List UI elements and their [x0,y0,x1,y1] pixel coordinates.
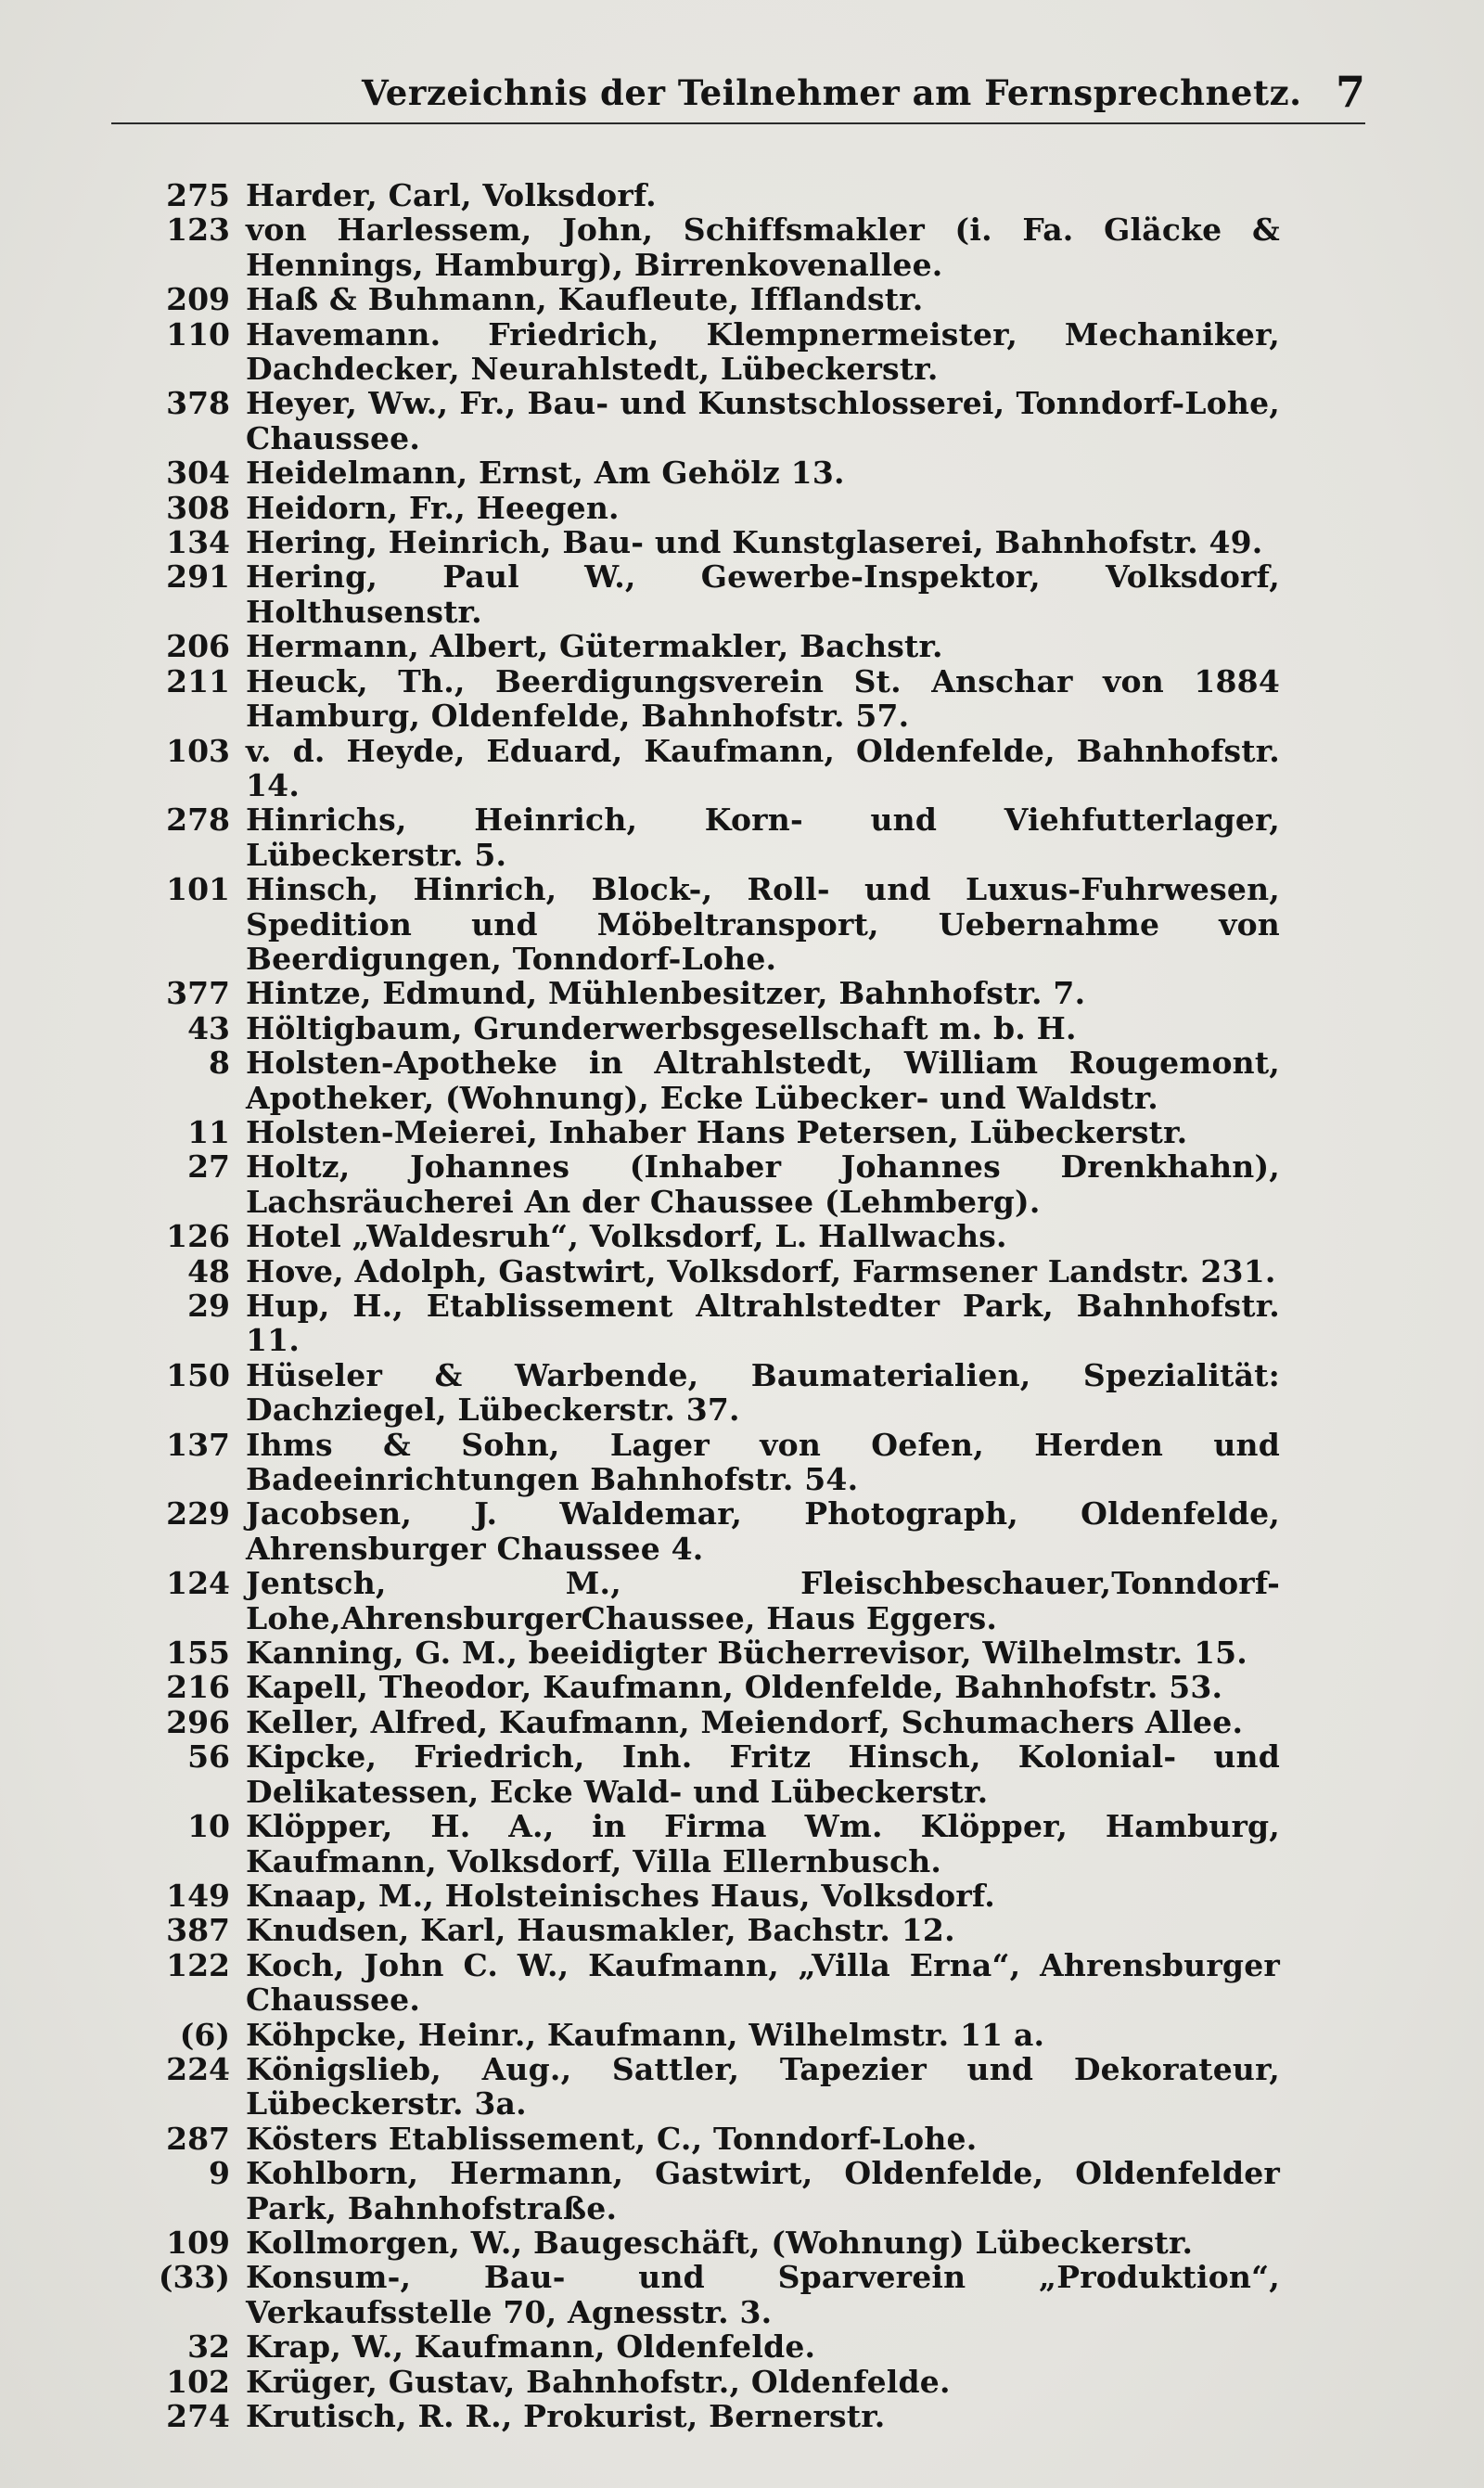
list-item [139,2225,1280,2260]
subscriber-entry-text: Knudsen, Karl, Hausmakler, Bachstr. 12. [246,1912,955,1949]
list-item [139,1566,1280,1635]
subscriber-entry-text: Kösters Etablissement, C., Tonndorf-Lohe. [246,2120,978,2157]
subscriber-entry-text: Holsten-Meierei, Inhaber Hans Petersen, Lübeckerstr. [246,1113,1188,1150]
subscriber-number: 124 [166,1565,230,1602]
subscriber-number: 32 [187,2328,230,2366]
subscriber-number: 101 [166,871,230,908]
subscriber-entry-text: Königslieb, Aug., Sattler, Tapezier und Dekorateur, Lübeckerstr. 3a. [246,2050,1280,2122]
subscriber-number: 206 [166,628,230,665]
subscriber-number: 10 [187,1808,230,1845]
subscriber-entry-text: Hotel „Waldesruh“, Volksdorf, L. Hallwachs. [246,1218,1007,1255]
list-item [139,282,1280,316]
subscriber-entry-text: Kipcke, Friedrich, Inh. Fritz Hinsch, Kolonial- und Delikatessen, Ecke Wald- und Lübeckerstr. [246,1738,1280,1810]
list-item [139,455,1280,490]
subscriber-entry-text: Holsten-Apotheke in Altrahlstedt, William Rougemont, Apotheker, (Wohnung), Ecke Lübecker- und Waldstr. [246,1045,1280,1116]
subscriber-number: 378 [166,385,230,422]
subscriber-entry-text: Hinsch, Hinrich, Block-, Roll- und Luxus-Fuhrwesen, Spedition und Möbeltransport, Uebernahme von Beerdigungen, Tonndorf-Lohe. [246,871,1280,977]
subscriber-entry-text: Kohlborn, Hermann, Gastwirt, Oldenfelde, Oldenfelder Park, Bahnhofstraße. [246,2155,1280,2226]
list-item [139,1635,1280,1670]
subscriber-entry-text: Kanning, G. M., beeidigter Bücherrevisor, Wilhelmstr. 15. [246,1635,1247,1672]
list-item [139,629,1280,663]
list-item [139,1045,1280,1115]
subscriber-entry-text: v. d. Heyde, Eduard, Kaufmann, Oldenfelde, Bahnhofstr. 14. [246,732,1280,803]
subscriber-entry-text: Höltigbaum, Grunderwerbsgesellschaft m. b. H. [246,1009,1077,1046]
subscriber-number: 134 [166,524,230,561]
subscriber-number: 296 [166,1703,230,1740]
subscriber-entry-text: Harder, Carl, Volksdorf. [246,177,657,213]
list-item [139,1496,1280,1566]
subscriber-number: 308 [166,489,230,526]
list-item [139,2399,1280,2433]
list-item [139,1149,1280,1219]
subscriber-number: 149 [166,1877,230,1914]
subscriber-number: 126 [166,1218,230,1255]
subscriber-entry-text: Koch, John C. W., Kaufmann, „Villa Erna“, Ahrensburger Chaussee. [246,1946,1280,2019]
list-item [139,2018,1280,2052]
list-item [139,1913,1280,1947]
subscriber-number: 43 [187,1009,230,1046]
list-item [139,2122,1280,2156]
subscriber-number: 56 [187,1738,230,1776]
subscriber-entry-text: Kapell, Theodor, Kaufmann, Oldenfelde, Bahnhofstr. 53. [246,1669,1223,1706]
list-item [139,491,1280,525]
subscriber-entry-text: Holtz, Johannes (Inhaber Johannes Drenkhahn), Lachsräucherei An der Chaussee (Lehmberg). [246,1148,1280,1220]
list-item [139,1011,1280,1045]
subscriber-entry-text: Hove, Adolph, Gastwirt, Volksdorf, Farmsener Landstr. 231. [246,1252,1276,1289]
subscriber-entry-text: Jacobsen, J. Waldemar, Photograph, Oldenfelde, Ahrensburger Chaussee 4. [246,1495,1280,1567]
subscriber-number: 11 [187,1113,230,1150]
subscriber-number: 377 [166,975,230,1012]
subscriber-number: 155 [166,1635,230,1672]
subscriber-entry-text: Havemann. Friedrich, Klempnermeister, Mechaniker, Dachdecker, Neurahlstedt, Lübeckerstr. [246,315,1280,388]
subscriber-entry-text: Hermann, Albert, Gütermakler, Bachstr. [246,628,943,665]
subscriber-entry-text: Jentsch, M., Fleischbeschauer,Tonndorf-Lohe,AhrensburgerChaussee, Haus Eggers. [246,1565,1280,1636]
subscriber-entry-text: Hintze, Edmund, Mühlenbesitzer, Bahnhofstr. 7. [246,975,1086,1012]
list-item [139,734,1280,803]
subscriber-number: 48 [187,1252,230,1289]
subscriber-number: 209 [166,281,230,318]
subscriber-entry-text: Krap, W., Kaufmann, Oldenfelde. [246,2328,816,2366]
list-item [139,976,1280,1010]
subscriber-number: (6) [179,2016,230,2053]
subscriber-entry-text: Keller, Alfred, Kaufmann, Meiendorf, Schumachers Allee. [246,1703,1244,1740]
page-header [111,67,1365,124]
subscriber-entry-text: Heuck, Th., Beerdigungsverein St. Anschar von 1884 Hamburg, Oldenfelde, Bahnhofstr. 57. [246,662,1280,735]
subscriber-number: 109 [166,2224,230,2261]
list-item [139,664,1280,734]
subscriber-number: 110 [166,315,230,353]
list-item [139,1219,1280,1253]
subscriber-number: 122 [166,1946,230,1983]
list-item [139,178,1280,212]
subscriber-number: 274 [166,2398,230,2434]
list-item [139,212,1280,282]
subscriber-number: 387 [166,1912,230,1949]
subscriber-entry-text: Heyer, Ww., Fr., Bau- und Kunstschlosserei, Tonndorf-Lohe, Chaussee. [246,385,1280,456]
list-item [139,1739,1280,1809]
list-item [139,1948,1280,2018]
subscriber-number: 123 [166,212,230,249]
list-item [139,1428,1280,1497]
list-item [139,1289,1280,1358]
list-item [139,2052,1280,2122]
subscriber-entry-text: Hering, Heinrich, Bau- und Kunstglaserei, Bahnhofstr. 49. [246,524,1263,561]
subscriber-entry-text: Köhpcke, Heinr., Kaufmann, Wilhelmstr. 11 a. [246,2016,1045,2053]
subscriber-list [139,178,1280,2433]
list-item [139,1879,1280,1913]
list-item [139,1115,1280,1149]
list-item [139,559,1280,629]
list-item [139,2156,1280,2225]
subscriber-entry-text: Haß & Buhmann, Kaufleute, Ifflandstr. [246,281,924,318]
subscriber-number: 304 [166,455,230,492]
subscriber-entry-text: Krutisch, R. R., Prokurist, Bernerstr. [246,2398,886,2434]
subscriber-number: 27 [187,1148,230,1186]
subscriber-number: 278 [166,802,230,839]
subscriber-entry-text: Hering, Paul W., Gewerbe-Inspektor, Volksdorf, Holthusenstr. [246,558,1280,630]
list-item [139,1670,1280,1704]
subscriber-number: 103 [166,732,230,769]
running-title: Verzeichnis der Teilnehmer am Fernsprechnetz. [362,72,1302,113]
list-item [139,2365,1280,2399]
subscriber-number: 9 [209,2155,230,2192]
list-item [139,1254,1280,1289]
subscriber-number: 287 [166,2120,230,2157]
list-item [139,872,1280,976]
subscriber-number: 224 [166,2050,230,2087]
subscriber-entry-text: Hüseler & Warbende, Baumaterialien, Spezialität: Dachziegel, Lübeckerstr. 37. [246,1356,1280,1429]
subscriber-entry-text: Kollmorgen, W., Baugeschäft, (Wohnung) Lübeckerstr. [246,2224,1194,2261]
subscriber-entry-text: Heidelmann, Ernst, Am Gehölz 13. [246,455,845,492]
subscriber-number: 275 [166,177,230,213]
page-number: 7 [1335,67,1365,117]
subscriber-number: 229 [166,1495,230,1533]
subscriber-entry-text: Hup, H., Etablissement Altrahlstedter Park, Bahnhofstr. 11. [246,1288,1280,1359]
list-item [139,2329,1280,2364]
list-item [139,802,1280,872]
subscriber-entry-text: Ihms & Sohn, Lager von Oefen, Herden und Badeeinrichtungen Bahnhofstr. 54. [246,1426,1280,1498]
subscriber-number: 150 [166,1356,230,1393]
list-item [139,525,1280,559]
subscriber-number: 216 [166,1669,230,1706]
subscriber-number: 102 [166,2363,230,2400]
subscriber-entry-text: Konsum-, Bau- und Sparverein „Produktion“, Verkaufsstelle 70, Agnesstr. 3. [246,2259,1280,2330]
list-item [139,1705,1280,1739]
list-item [139,317,1280,387]
subscriber-number: 29 [187,1288,230,1324]
subscriber-entry-text: Knaap, M., Holsteinisches Haus, Volksdorf. [246,1877,995,1914]
subscriber-entry-text: Heidorn, Fr., Heegen. [246,489,620,526]
subscriber-entry-text: Hinrichs, Heinrich, Korn- und Viehfutterlager, Lübeckerstr. 5. [246,802,1280,873]
list-item [139,2260,1280,2329]
subscriber-number: 137 [166,1426,230,1463]
list-item [139,386,1280,455]
subscriber-number: 211 [166,662,230,699]
list-item [139,1809,1280,1879]
subscriber-entry-text: von Harlessem, John, Schiffsmakler (i. Fa. Gläcke & Hennings, Hamburg), Birrenkovenallee. [246,212,1280,283]
subscriber-number: 291 [166,558,230,596]
list-item [139,1358,1280,1428]
subscriber-number: 8 [209,1045,230,1082]
subscriber-number: (33) [158,2259,230,2296]
subscriber-entry-text: Krüger, Gustav, Bahnhofstr., Oldenfelde. [246,2363,951,2400]
subscriber-entry-text: Klöpper, H. A., in Firma Wm. Klöpper, Hamburg, Kaufmann, Volksdorf, Villa Ellernbusch. [246,1808,1280,1879]
